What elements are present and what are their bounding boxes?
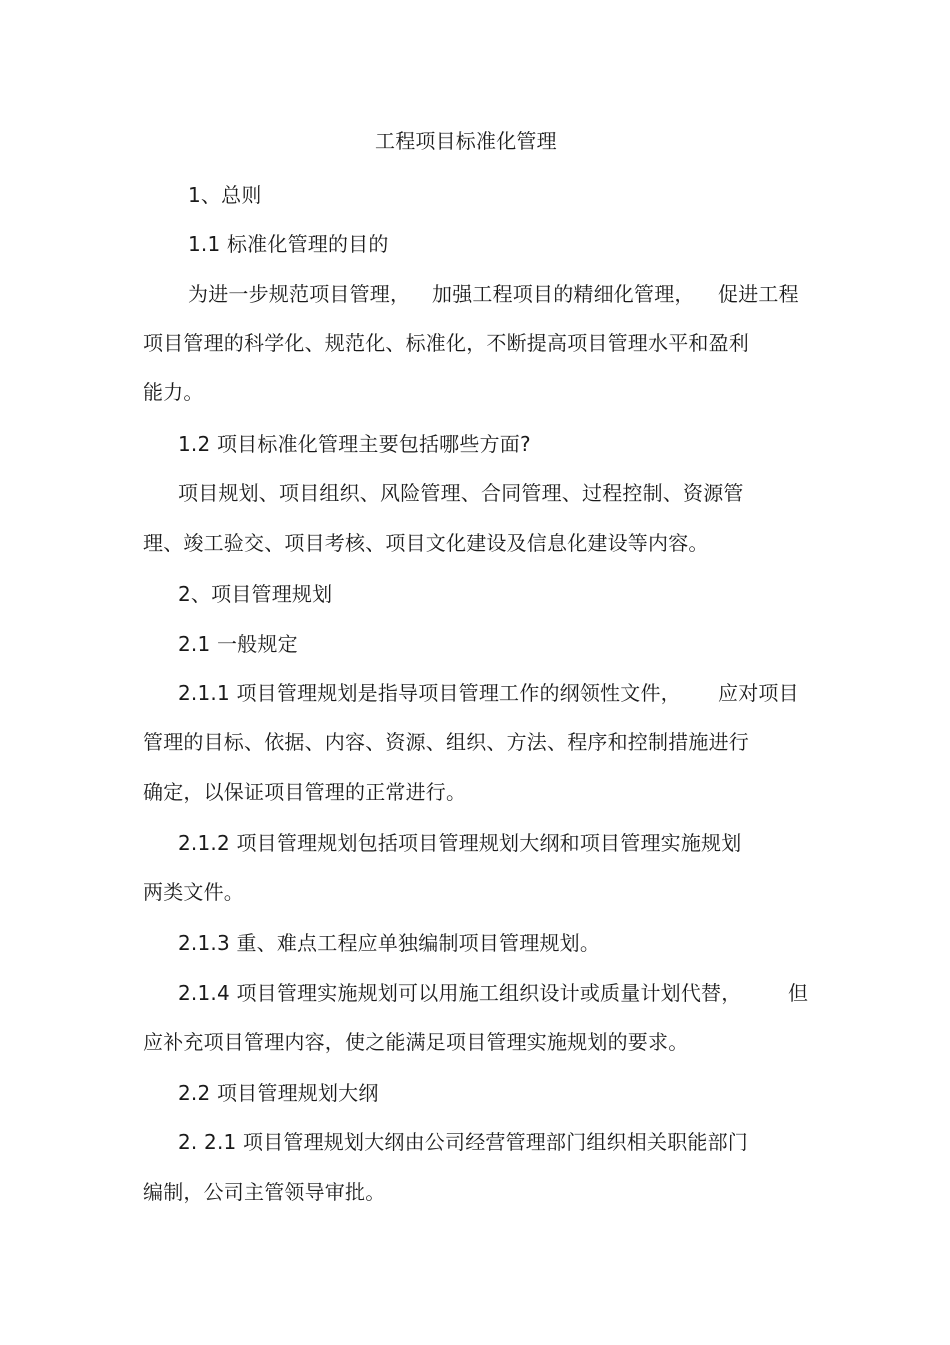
heading-2-1: 2.1 一般规定 [178,632,298,656]
paragraph-line: 理、竣工验交、项目考核、项目文化建设及信息化建设等内容。 [143,531,709,555]
paragraph-line: 2.1.1 项目管理规划是指导项目管理工作的纲领性文件， [178,681,681,705]
paragraph-line: 管理的目标、依据、内容、资源、组织、方法、程序和控制措施进行 [143,730,749,754]
paragraph-line: 为进一步规范项目管理， [188,282,411,306]
paragraph-line: 但 [788,981,809,1005]
paragraph-line: 确定，以保证项目管理的正常进行。 [143,780,467,804]
paragraph-line: 应对项目 [718,681,799,705]
paragraph-line: 加强工程项目的精细化管理， [432,282,695,306]
heading-1-2: 1.2 项目标准化管理主要包括哪些方面? [178,432,531,456]
paragraph-line: 编制，公司主管领导审批。 [143,1180,386,1204]
paragraph-line: 应补充项目管理内容，使之能满足项目管理实施规划的要求。 [143,1030,689,1054]
heading-2: 2、项目管理规划 [178,582,333,606]
paragraph-line: 两类文件。 [143,880,244,904]
paragraph-line: 促进工程 [718,282,799,306]
paragraph-line: 项目规划、项目组织、风险管理、合同管理、过程控制、资源管 [178,481,744,505]
paragraph-line: 2.1.4 项目管理实施规划可以用施工组织设计或质量计划代替， [178,981,742,1005]
paragraph-line: 能力。 [143,380,204,404]
paragraph-line: 2. 2.1 项目管理规划大纲由公司经营管理部门组织相关职能部门 [178,1130,749,1154]
paragraph-line: 2.1.2 项目管理规划包括项目管理规划大纲和项目管理实施规划 [178,831,742,855]
paragraph-line: 项目管理的科学化、规范化、标准化，不断提高项目管理水平和盈利 [143,331,749,355]
heading-1: 1、总则 [188,183,262,207]
heading-2-2: 2.2 项目管理规划大纲 [178,1081,379,1105]
paragraph-line: 2.1.3 重、难点工程应单独编制项目管理规划。 [178,931,601,955]
document-title: 工程项目标准化管理 [375,129,557,153]
heading-1-1: 1.1 标准化管理的目的 [188,232,389,256]
